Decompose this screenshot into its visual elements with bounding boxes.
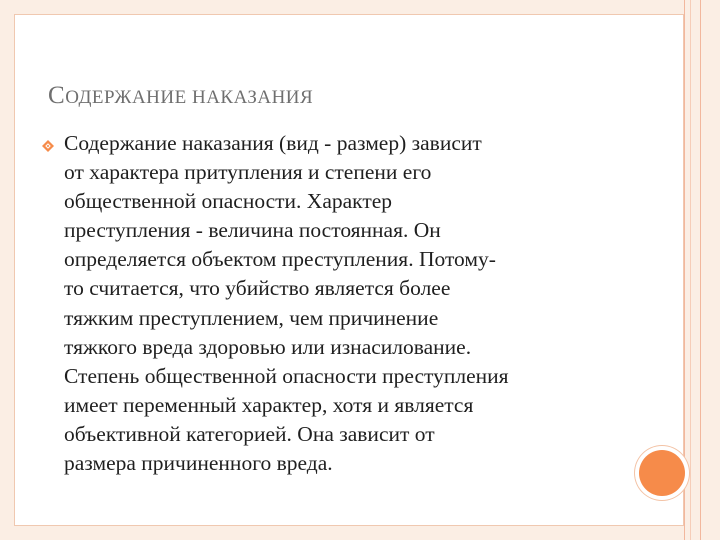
text-line: от характера притупления и степени его bbox=[64, 160, 432, 185]
text-line: общественной опасности. Характер bbox=[64, 189, 393, 214]
decorative-line bbox=[690, 0, 691, 540]
decorative-line bbox=[700, 0, 701, 540]
text-line: имеет переменный характер, хотя и является bbox=[64, 392, 474, 417]
diamond-bullet-icon bbox=[42, 140, 54, 152]
text-line: тяжким преступлением, чем причинение bbox=[64, 305, 439, 330]
title-rest: ОДЕРЖАНИЕ НАКАЗАНИЯ bbox=[65, 87, 314, 108]
title-initial: С bbox=[48, 82, 66, 109]
decorative-line bbox=[684, 0, 685, 540]
text-line: Содержание наказания (вид - размер) зависит bbox=[64, 131, 482, 155]
text-line: объективной категорией. Она зависит от bbox=[64, 421, 435, 446]
text-line: определяется объектом преступления. Потому- bbox=[64, 247, 496, 272]
body-paragraph bbox=[64, 129, 644, 478]
text-line: преступления - величина постоянная. Он bbox=[64, 218, 441, 243]
slide-title bbox=[48, 82, 313, 110]
text-line: то считается, что убийство является более bbox=[64, 276, 451, 301]
text-line: размера причиненного вреда. bbox=[64, 451, 333, 476]
text-line: Степень общественной опасности преступления bbox=[64, 363, 509, 388]
text-line: тяжкого вреда здоровью или изнасилование. bbox=[64, 334, 472, 359]
decorative-circle bbox=[639, 450, 685, 496]
